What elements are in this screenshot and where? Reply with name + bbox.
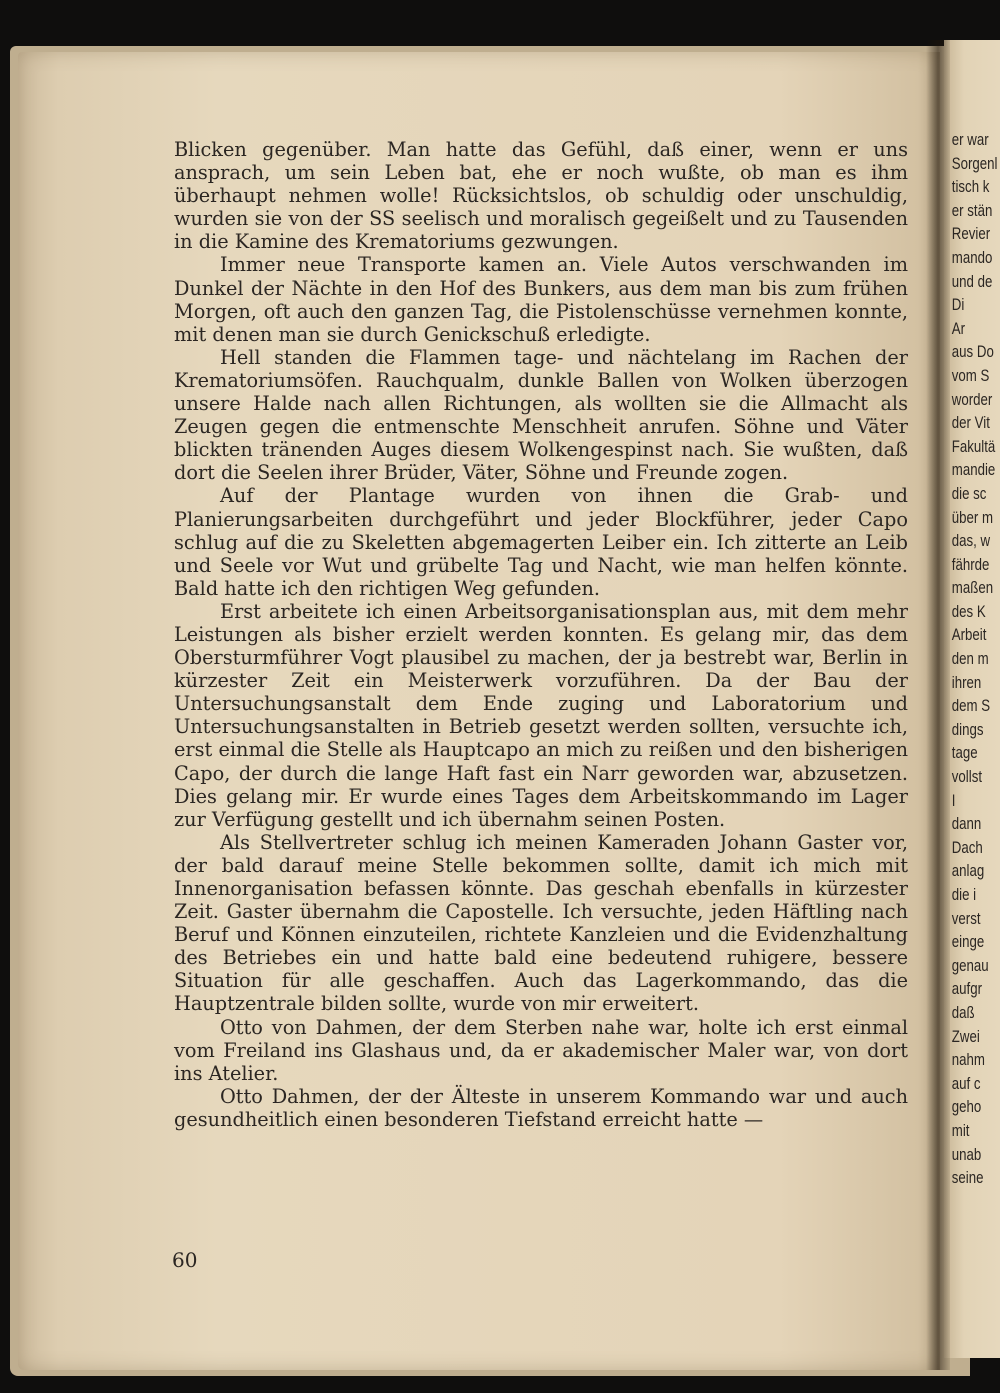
right-page-fragment: ihren xyxy=(951,672,982,692)
paragraph: Erst arbeitete ich einen Arbeitsorganisationsplan aus, mit dem mehr Leistungen als bisher erzielt werden konnten. Es gelang mir, das dem Obersturmführer Vogt plausibel zu machen, der ja bestrebt war, Berlin in kürzester Zeit ein Meisterwerk vorzuführen. Da der Bau der Untersuchungsanstalt dem Ende zuging und Laboratorium und Untersuchungsanstalten in Betrieb gesetzt werden sollten, versuchte ich, erst einmal die Stelle als Hauptcapo an mich zu reißen und den bisherigen Capo, der durch die lange Haft fast ein Narr geworden war, abzusetzen. Dies gelang mir. Er wurde eines Tages dem Arbeitskommando im Lager zur Verfügung gestellt und ich übernahm seinen Posten. xyxy=(174,599,908,831)
right-page-fragment: Ar xyxy=(951,318,966,338)
right-page-fragment: über m xyxy=(951,507,994,527)
right-page-fragment: Dach xyxy=(951,837,983,857)
right-page-fragment: er war xyxy=(951,130,989,149)
right-page-fragment: Di xyxy=(951,295,965,315)
right-page-fragment: Arbeit xyxy=(951,625,987,645)
right-page-fragment: genau xyxy=(951,955,989,975)
right-page-fragment: Revier xyxy=(951,224,991,244)
paragraph: Otto von Dahmen, der dem Sterben nahe war, holte ich erst einmal vom Freiland ins Glashaus und, da er akademischer Maler war, von dort ins Atelier. xyxy=(174,1015,908,1085)
paragraph: Als Stellvertreter schlug ich meinen Kameraden Johann Gaster vor, der bald darauf meine Stelle bekommen sollte, damit ich mich mit Innenorganisation befassen könnte. Das geschah ebenfalls in kürzester Zeit. Gaster übernahm die Capostelle. Ich versuchte, jeden Häftling nach Beruf und Können einzuteilen, richtete Kanzleien und die Evidenzhaltung des Betriebes ein und hatte bald eine bedeutend ruhigere, bessere Situation für alle geschaffen. Auch das Lagerkommando, das die Hauptzentrale bilden sollte, wurde von mir erweitert. xyxy=(174,830,908,1016)
right-page-fragment: die sc xyxy=(951,483,987,503)
right-page-fragment: anlag xyxy=(951,861,985,881)
right-page-fragment: tage xyxy=(951,743,978,763)
page-body xyxy=(174,138,908,1131)
right-page-fragment: seine xyxy=(951,1168,984,1188)
right-page-fragment: das, w xyxy=(951,531,991,551)
right-page-fragment: den m xyxy=(951,649,989,669)
paragraph: Immer neue Transporte kamen an. Viele Autos verschwanden im Dunkel der Nächte in den Hof des Bunkers, aus dem man bis zum frühen Morgen, oft auch den ganzen Tag, die Pistolenschüsse vernehmen konnte, mit denen man sie durch Genickschuß erledigte. xyxy=(174,253,908,346)
right-page-fragment: des K xyxy=(951,601,986,621)
paragraph: Auf der Plantage wurden von ihnen die Grab- und Planierungsarbeiten durchgeführt und jeder Blockführer, jeder Capo schlug auf die zu Skeletten abgemagerten Leiber ein. Ich zitterte an Leib und Seele vor Wut und grübelte Tag und Nacht, wie man helfen könnte. Bald hatte ich den richtigen Weg gefunden. xyxy=(174,484,908,600)
right-page-fragment: fährde xyxy=(951,554,990,574)
right-page-fragment: einge xyxy=(951,932,985,952)
gutter-shadow xyxy=(926,40,950,1370)
right-page-fragment: nahm xyxy=(951,1050,985,1070)
right-page-fragment: mit xyxy=(951,1120,970,1140)
right-page-fragment: Sorgenl xyxy=(951,153,998,173)
right-page-fragment: worder xyxy=(951,389,993,409)
paragraph: Blicken gegenüber. Man hatte das Gefühl, daß einer, wenn er uns ansprach, um sein Leben bat, ehe er noch wußte, ob man es ihm überhaupt nehmen wolle! Rücksichtslos, ob schuldig oder unschuldig, wurden sie von der SS seelisch und moralisch gegeißelt und zu Tausenden in die Kamine des Krematoriums gezwungen. xyxy=(174,138,908,254)
right-page-fragment: vollst xyxy=(951,767,983,787)
right-page-fragment: die i xyxy=(951,885,977,904)
right-page-fragment: mando xyxy=(951,247,993,267)
right-page xyxy=(944,40,1000,1358)
right-page-fragment: Zwei xyxy=(951,1026,980,1046)
right-page-fragment: tisch k xyxy=(951,177,990,197)
right-page-fragment: er stän xyxy=(951,200,993,220)
paragraph: Otto Dahmen, der der Älteste in unserem Kommando war und auch gesundheitlich einen besonderen Tiefstand erreicht hatte — xyxy=(174,1084,908,1131)
right-page-fragment: aufgr xyxy=(951,979,983,999)
right-page-fragment: der Vit xyxy=(951,413,990,433)
right-page-fragment: dings xyxy=(951,719,984,739)
page-number: 60 xyxy=(172,1248,198,1272)
paragraph: Hell standen die Flammen tage- und nächtelang im Rachen der Krematoriumsöfen. Rauchqualm, dunkle Ballen von Wolken überzogen unsere Halde nach allen Richtungen, als wollten sie die Allmacht als Zeugen gegen die entmenschte Menschheit anrufen. Söhne und Väter blickten tränenden Auges diesem Wolkengespinst nach. Sie wußten, daß dort die Seelen ihrer Brüder, Väter, Söhne und Freunde zogen. xyxy=(174,345,908,485)
right-page-text xyxy=(944,128,1000,1190)
right-page-fragment: maßen xyxy=(951,578,994,598)
right-page-fragment: vom S xyxy=(951,365,990,385)
right-page-fragment: dem S xyxy=(951,696,991,716)
right-page-fragment: unab xyxy=(951,1144,982,1164)
right-page-fragment: I xyxy=(951,790,956,810)
right-page-fragment: und de xyxy=(951,271,993,291)
right-page-fragment: daß xyxy=(951,1002,975,1022)
right-page-fragment: mandie xyxy=(951,460,996,480)
right-page-fragment: dann xyxy=(951,814,982,834)
right-page-fragment: auf c xyxy=(951,1073,981,1093)
right-page-fragment: verst xyxy=(951,908,981,928)
right-page-fragment: aus Do xyxy=(951,342,994,362)
right-page-fragment: Fakultä xyxy=(951,436,996,456)
right-page-fragment: geho xyxy=(951,1097,982,1117)
